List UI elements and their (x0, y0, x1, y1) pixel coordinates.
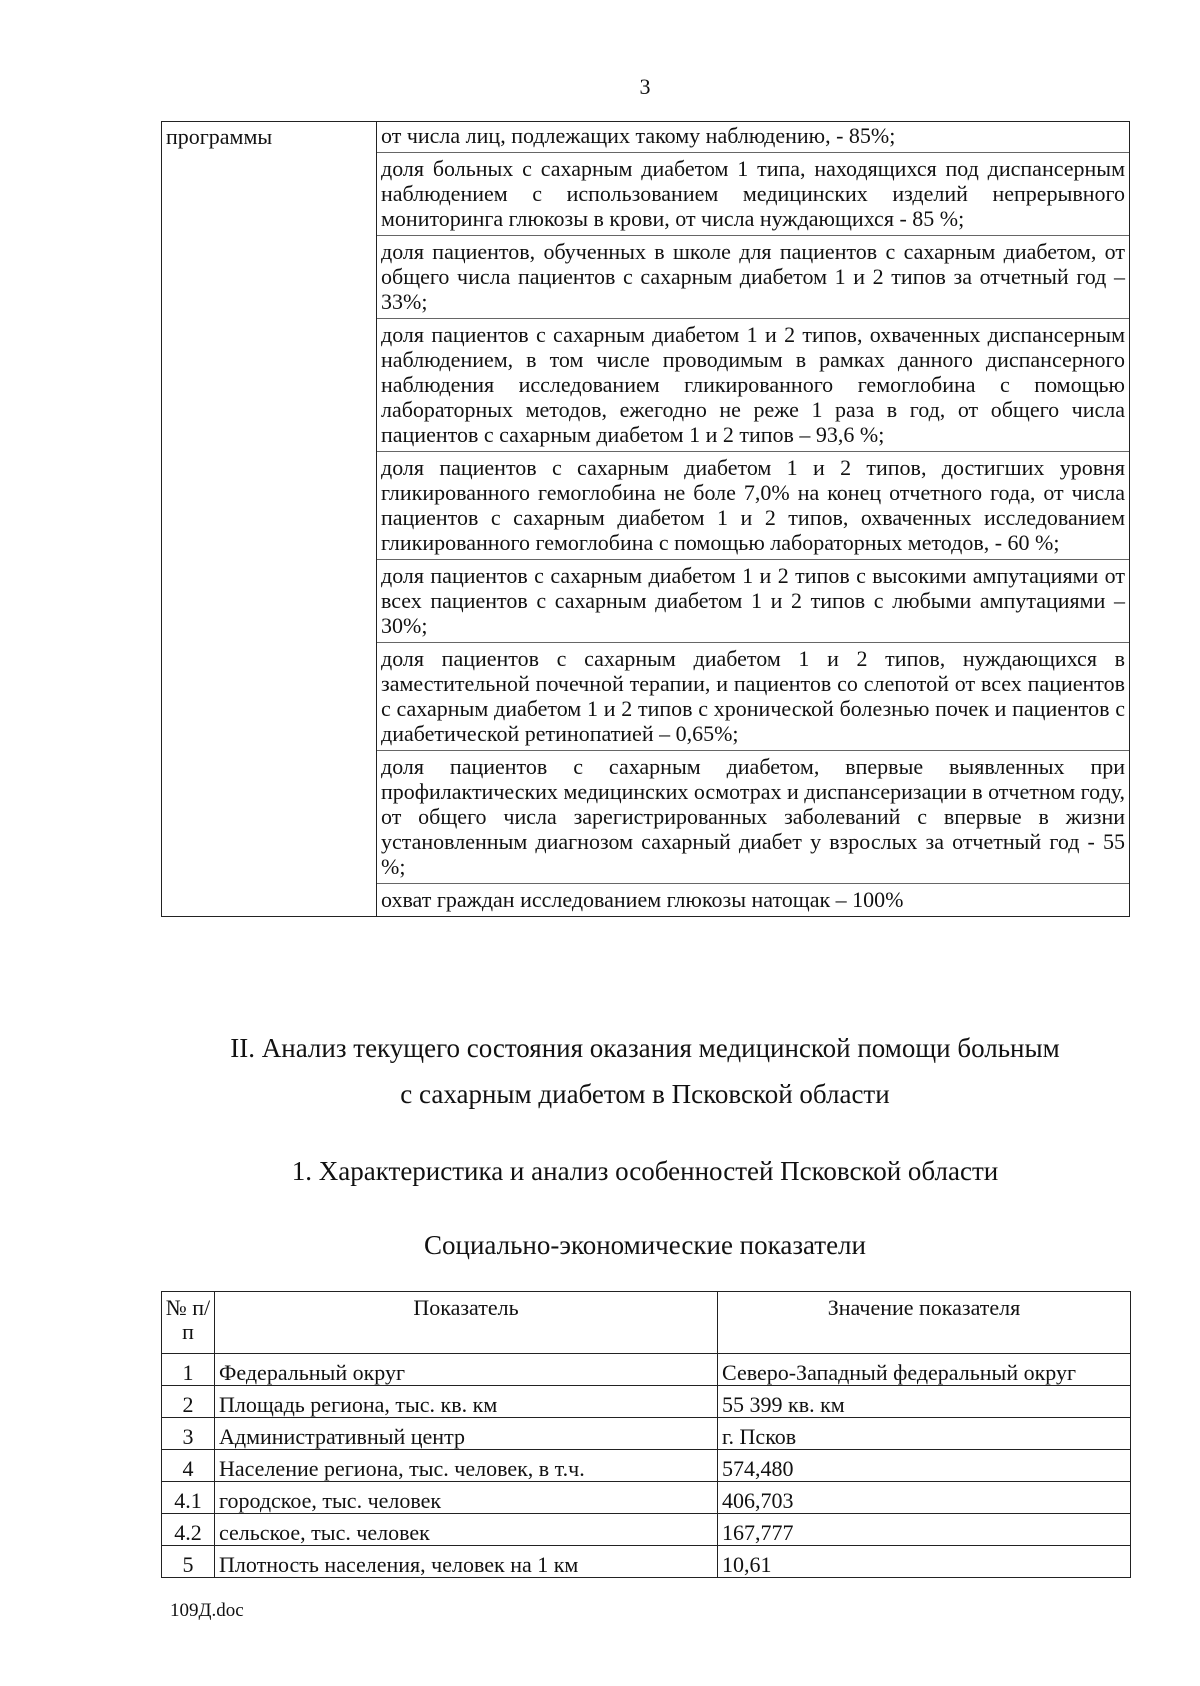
table-row (162, 122, 1130, 917)
program-label-cell: программы (162, 122, 377, 917)
goal-item: доля пациентов с сахарным диабетом 1 и 2 типов, достигших уровня гликированного гемоглобина не боле 7,0% на конец отчетного года, от числа пациентов с сахарным диабетом 1 и 2 типов, охваченных исследованием гликированного гемоглобина с помощью лабораторных методов, - 60 %; (377, 451, 1129, 559)
table-row (162, 1418, 1131, 1450)
indicator-cell: Федеральный округ (215, 1354, 718, 1386)
table-title: Социально-экономические показатели (424, 1230, 866, 1260)
table-header-row (162, 1292, 1131, 1354)
goal-item: доля пациентов с сахарным диабетом, впервые выявленных при профилактических медицинских осмотрах и диспансеризации в отчетном году, от общего числа зарегистрированных заболеваний с впервые в жизни установленным диагнозом сахарный диабет у взрослых за отчетный год - 55 %; (377, 750, 1129, 883)
value-cell: Северо-Западный федеральный округ (718, 1354, 1131, 1386)
indicator-cell: Административный центр (215, 1418, 718, 1450)
row-number: 4 (162, 1450, 215, 1482)
indicator-cell: Плотность населения, человек на 1 км (215, 1546, 718, 1578)
table-row (162, 1482, 1131, 1514)
program-items-cell (377, 122, 1130, 917)
value-cell: 574,480 (718, 1450, 1131, 1482)
column-header-value: Значение показателя (718, 1292, 1131, 1354)
row-number: 4.2 (162, 1514, 215, 1546)
indicator-cell: Население региона, тыс. человек, в т.ч. (215, 1450, 718, 1482)
table-row (162, 1546, 1131, 1578)
subsection-title: 1. Характеристика и анализ особенностей Псковской области (291, 1156, 999, 1186)
goal-item: от числа лиц, подлежащих такому наблюдению, - 85%; (381, 123, 896, 148)
value-cell: г. Псков (718, 1418, 1131, 1450)
section-2-title (160, 1025, 1130, 1117)
program-goals-table (161, 121, 1130, 917)
column-header-indicator: Показатель (215, 1292, 718, 1354)
value-cell: 167,777 (718, 1514, 1131, 1546)
page-number: 3 (639, 74, 651, 99)
goal-item: доля пациентов с сахарным диабетом 1 и 2 типов, нуждающихся в заместительной почечной терапии, и пациентов со слепотой от всех пациентов с сахарным диабетом 1 и 2 типов с хронической болезнью почек и пациентов с диабетической ретинопатией – 0,65%; (377, 642, 1129, 750)
table-row (162, 1450, 1131, 1482)
goal-item: доля больных с сахарным диабетом 1 типа, находящихся под диспансерным наблюдением с использованием медицинских изделий непрерывного мониторинга глюкозы в крови, от числа нуждающихся - 85 %; (377, 152, 1129, 235)
indicator-cell: сельское, тыс. человек (215, 1514, 718, 1546)
row-number: 2 (162, 1386, 215, 1418)
value-cell: 55 399 кв. км (718, 1386, 1131, 1418)
table-row (162, 1386, 1131, 1418)
row-number: 3 (162, 1418, 215, 1450)
value-cell: 10,61 (718, 1546, 1131, 1578)
goal-item: доля пациентов с сахарным диабетом 1 и 2 типов, охваченных диспансерным наблюдением, в том числе проводимым в рамках данного диспансерного наблюдения исследованием гликированного гемоглобина с помощью лабораторных методов, ежегодно не реже 1 раза в год, от общего числа пациентов с сахарным диабетом 1 и 2 типов – 93,6 %; (377, 318, 1129, 451)
column-header-number: № п/п (162, 1292, 215, 1354)
table-row (162, 1354, 1131, 1386)
row-number: 5 (162, 1546, 215, 1578)
goal-item: доля пациентов с сахарным диабетом 1 и 2 типов с высокими ампутациями от всех пациентов с сахарным диабетом 1 и 2 типов с любыми ампутациями – 30%; (377, 559, 1129, 642)
goal-item: доля пациентов, обученных в школе для пациентов с сахарным диабетом, от общего числа пациентов с сахарным диабетом 1 и 2 типов за отчетный год – 33%; (377, 235, 1129, 318)
row-number: 4.1 (162, 1482, 215, 1514)
table-row (162, 1514, 1131, 1546)
value-cell: 406,703 (718, 1482, 1131, 1514)
section-2-title-line-1: II. Анализ текущего состояния оказания медицинской помощи больным (230, 1033, 1060, 1063)
document-filename: 109Д.doc (170, 1600, 244, 1621)
goal-item: охват граждан исследованием глюкозы натощак – 100% (377, 883, 1129, 916)
indicator-cell: Площадь региона, тыс. кв. км (215, 1386, 718, 1418)
indicator-cell: городское, тыс. человек (215, 1482, 718, 1514)
row-number: 1 (162, 1354, 215, 1386)
section-2-title-line-2: с сахарным диабетом в Псковской области (400, 1079, 890, 1109)
socio-economic-table (161, 1291, 1131, 1578)
